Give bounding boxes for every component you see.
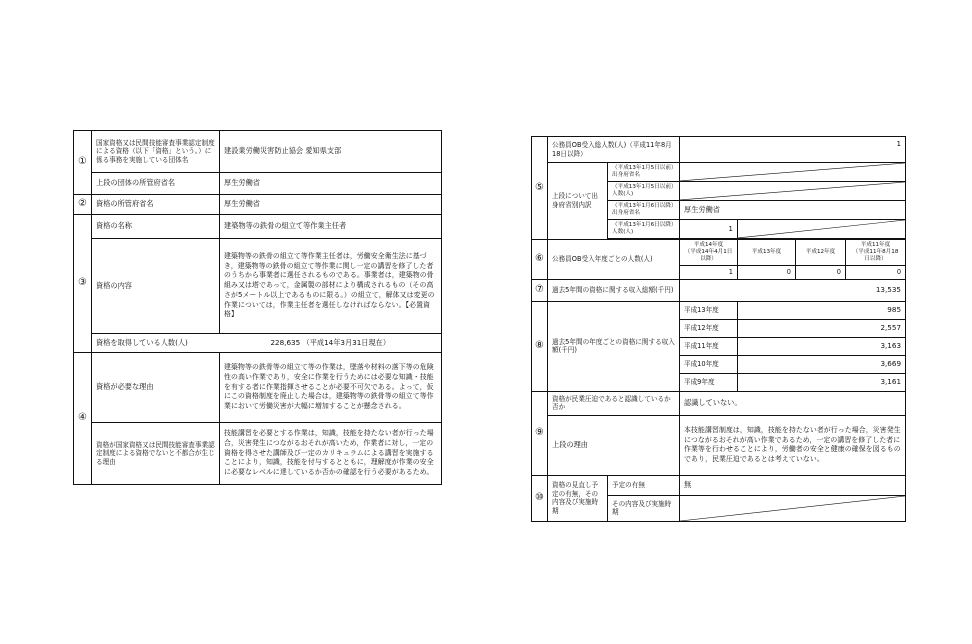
private-pressure-reason-value: 本技能講習制度は，知識，技能を持たない者が行った場合，災害発生につながるおそれが高い作業であるため，一定の講習を修了した者に作業等を行わせることにより，労働者の安全と健康の確保を図るものであり，民業圧迫であるとは考えていない。 <box>680 415 906 475</box>
organization-value: 建設業労働災害防止協会 愛知県支部 <box>220 131 442 173</box>
right-form-table <box>531 136 906 522</box>
income-year-value: 3,163 <box>738 337 906 355</box>
income-year-value: 3,161 <box>738 373 906 391</box>
ob-year-h11-label: 平成11年度 <box>860 241 891 248</box>
ob-year-h12: 平成12年度 <box>796 239 846 265</box>
organization-label: 国家資格又は民間技能審査事業認定制度による資格（以下「資格」という。）に係る事務を実施している団体名 <box>92 131 220 173</box>
ob-year-h13: 平成13年度 <box>738 239 796 265</box>
ob-pre2001-count-label: （平成13年1月5日以前）人数(人) <box>608 181 680 200</box>
private-pressure-reason-label: 上段の理由 <box>548 415 680 475</box>
holders-count-note: （平成14年3月31日現在） <box>302 337 391 347</box>
row-number-9: ⑨ <box>532 391 548 475</box>
ob-year-h12-value: 0 <box>796 265 846 279</box>
review-detail-blank <box>680 495 906 521</box>
income-total-value: 13,535 <box>680 279 906 301</box>
ob-year-h14-note: （平成14年4月1日以降） <box>684 248 733 262</box>
row-number-5: ⑤ <box>532 137 548 240</box>
ob-yearly-label: 公務員OB受入年度ごとの人数(人) <box>548 239 680 279</box>
left-form-table <box>73 130 442 485</box>
review-plan-value: 無 <box>680 475 906 495</box>
row-number-8: ⑧ <box>532 301 548 391</box>
ob-pre2001-ministry-label: （平成13年1月5日以前）出身府省名 <box>608 163 680 182</box>
row-number-3: ③ <box>74 215 92 353</box>
income-year-label: 平成12年度 <box>680 319 738 337</box>
review-plan-label: 予定の有無 <box>608 475 680 495</box>
qualification-content-label: 資格の内容 <box>92 239 220 334</box>
income-year-label: 平成9年度 <box>680 373 738 391</box>
necessity-reason-label: 資格が必要な理由 <box>92 353 220 423</box>
ob-post2001-count-blank <box>738 219 906 238</box>
qualification-content-value: 建築物等の鉄骨の組立て等作業主任者は，労働安全衛生法に基づき，建築物等の鉄骨の組立て等作業に関し一定の講習を修了した者のうちから事業者に選任されるものである。事業者は，建築物の骨組み又は塔であって，金属製の部材により構成されるもの（その高さが5メートル以上であるものに限る。）の組立て，解体又は変更の作業については，作業主任者を選任しなければならない。【必置資格】 <box>220 239 442 334</box>
row-number-2: ② <box>74 195 92 215</box>
income-total-label: 過去5年間の資格に関する収入総額(千円) <box>548 279 680 301</box>
ob-year-h14-label: 平成14年度 <box>693 241 724 248</box>
inconvenience-reason-value: 技能講習を必要とする作業は，知識，技能を持たない者が行った場合，災害発生につながるおそれが高いため，作業者に対し，一定の資格を得させた講師及び一定のカリキュラムによる講習を実施することにより，知識，技能を付与するとともに，理解度が作業の安全に必要なレベルに達しているか否かの確認を行う必要があるため。 <box>220 423 442 485</box>
holders-count-value: 228,635 <box>270 337 301 347</box>
organization-ministry-label: 上段の団体の所管府省名 <box>92 173 220 195</box>
review-detail-label: その内容及び実施時期 <box>608 495 680 521</box>
income-year-label: 平成13年度 <box>680 301 738 319</box>
necessity-reason-value: 建築物等の鉄骨等の組立て等の作業は，墜落や材料の落下等の危険性の高い作業であり，安全に作業を行うためには必要な知識・技能を有する者に作業指揮させることが必要不可欠である。よって，仮にこの資格制度を廃止した場合は，建築物等の鉄骨等の組立て等作業において労働災害が大幅に増加することが懸念される。 <box>220 353 442 423</box>
ob-pre2001-count-blank <box>680 181 906 200</box>
private-pressure-value: 認識していない。 <box>680 391 906 415</box>
qualification-ministry-label: 資格の所管府省名 <box>92 195 220 215</box>
ob-year-h11-note: （平成11年8月18日以降） <box>852 248 899 262</box>
ob-pre2001-ministry-blank <box>680 163 906 182</box>
review-label: 資格の見直し予定の有無，その内容及び実施時期 <box>548 475 608 521</box>
row-number-1: ① <box>74 131 92 195</box>
ob-year-h13-value: 0 <box>738 265 796 279</box>
row-number-4: ④ <box>74 353 92 485</box>
inconvenience-reason-label: 資格が国家資格又は民間技能審査事業認定制度による資格でないと不都合が生じる理由 <box>92 423 220 485</box>
ob-year-h11-value: 0 <box>846 265 906 279</box>
ob-post2001-count-label: （平成13年1月6日以降）人数(人) <box>608 219 680 238</box>
ob-post2001-ministry-value: 厚生労働省 <box>680 200 906 219</box>
qualification-name-label: 資格の名称 <box>92 215 220 239</box>
ob-post2001-count-value: 1 <box>680 219 738 238</box>
ob-total-value: 1 <box>680 137 906 163</box>
ob-post2001-ministry-label: （平成13年1月6日以降）出身府省名 <box>608 200 680 219</box>
ob-year-h14-value: 1 <box>680 265 738 279</box>
ob-ministry-breakdown-label: 上段について出身府省別内訳 <box>548 163 608 240</box>
row-number-10: ⑩ <box>532 475 548 521</box>
income-year-label: 平成11年度 <box>680 337 738 355</box>
holders-count-cell <box>92 334 442 353</box>
organization-ministry-value: 厚生労働省 <box>220 173 442 195</box>
income-year-value: 2,557 <box>738 319 906 337</box>
income-year-value: 3,669 <box>738 355 906 373</box>
ob-total-label: 公務員OB受入総人数(人)（平成11年8月18日以降） <box>548 137 680 163</box>
row-number-7: ⑦ <box>532 279 548 301</box>
qualification-name-value: 建築物等の鉄骨の組立て等作業主任者 <box>220 215 442 239</box>
private-pressure-label: 資格が民業圧迫であると認識しているか否か <box>548 391 680 415</box>
income-year-value: 985 <box>738 301 906 319</box>
ob-year-h11 <box>846 239 906 265</box>
row-number-6: ⑥ <box>532 239 548 279</box>
income-year-label: 平成10年度 <box>680 355 738 373</box>
qualification-ministry-value: 厚生労働省 <box>220 195 442 215</box>
ob-year-h14 <box>680 239 738 265</box>
income-yearly-label: 過去5年間の年度ごとの資格に関する収入額(千円) <box>548 301 680 391</box>
holders-count-label: 資格を取得している人数(人) <box>96 337 188 347</box>
